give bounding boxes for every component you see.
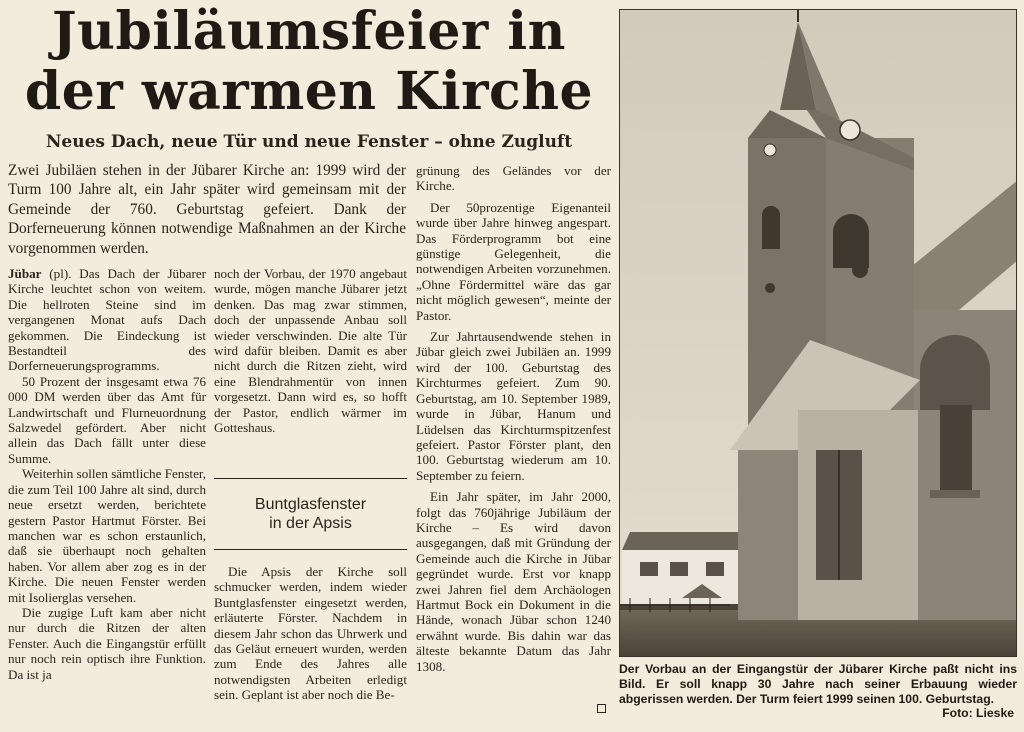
column-1-paragraph-2: 50 Prozent der insgesamt etwa 76 000 DM werden über das Amt für Landwirtschaft und Flurneuordnung Salzwedel gefördert. Aber nicht allein das Dach fällt unter diese Summe. bbox=[8, 373, 206, 466]
column-2-paragraph-1: noch der Vorbau, der 1970 angebaut wurde, mögen manche Jübarer jetzt denken. Das mag zwar stimmen, doch der unpassende Anbau soll wieder verschwinden. Die alte Tür wird dafür bleiben. Damit es aber nicht durch die Ritzen zieht, wird eine Blendrahmentür von innen vorgesetzt. Dann wird es, so hofft der Pastor, endlich wärmer im Gotteshaus. bbox=[214, 266, 407, 436]
article-column-2 bbox=[214, 266, 407, 435]
column-1-paragraph-1 bbox=[8, 266, 206, 374]
column-1-paragraph-1-text: (pl). Das Dach der Jübarer Kirche leuchtet schon von weitem. Die hellroten Steine sind im vergangenen Monat aufs Dach gekommen. Die Eindeckung ist Bestandteil des Dorferneuerungsprogramms. bbox=[8, 266, 206, 374]
article-column-2-continued bbox=[214, 564, 407, 703]
column-3-paragraph-2: Der 50prozentige Eigenanteil wurde über Jahre hinweg angespart. Das Förderprogramm bot eine günstige Gelegenheit, die notwendigen Arbeiten vorzunehmen. „Ohne Fördermittel wäre das gar nicht möglich gewesen“, meinte der Pastor. bbox=[416, 199, 611, 323]
column-1-paragraph-4: Die zugige Luft kam aber nicht nur durch die Ritzen der alten Fenster. Auch die Eingangstür erfüllt nur noch rein optisch ihre Funktion. Da ist ja bbox=[8, 604, 206, 682]
headline-line-2: der warmen Kirche bbox=[24, 61, 594, 122]
column-3-paragraph-1: grünung des Geländes vor der Kirche. bbox=[416, 163, 611, 194]
column-1-paragraph-3: Weiterhin sollen sämtliche Fenster, die zum Teil 100 Jahre alt sind, durch neue ersetzt werden, berichtete gestern Pastor Hartmut Förster. Bei manchen war es schon erstaunlich, daß sie überhaupt noch gehalten haben. Vor allem aber zog es in der Kirche. Die neuen Fenster werden mit Isolierglas versehen. bbox=[8, 466, 206, 605]
dateline: Jübar bbox=[8, 266, 42, 281]
intertitle-line-2: in der Apsis bbox=[269, 515, 352, 532]
church-photo bbox=[619, 9, 1017, 657]
photo-credit: Foto: Lieske bbox=[942, 706, 1014, 720]
intertitle bbox=[214, 478, 407, 550]
column-2-paragraph-2: Die Apsis der Kirche soll schmucker werden, indem wieder Buntglasfenster eingesetzt werden, erläuterte Förster. Nachdem in diesem Jahr schon das Uhrwerk und das Geläut erneuert wurden, werden zum Ende des Jahres alle notwendigsten Arbeiten erledigt sein. Geplant ist aber noch die Be- bbox=[214, 564, 407, 703]
article-column-3 bbox=[416, 163, 611, 674]
column-3-paragraph-4: Ein Jahr später, im Jahr 2000, folgt das 760jährige Jubiläum der Kirche – Es wird davon ausgegangen, daß mit Gründung der Gemeinde auch die Kirche in Jübar gegründet wurde. Erst vor knapp zwei Jahren fiel dem Archäologen Hartmut Bock ein Dokument in die Hände, wonach Jübar schon 1240 erwähnt wurde. Bis dahin war das älteste bekannte Datum das Jahr 1308. bbox=[416, 489, 611, 674]
subheadline: Neues Dach, neue Tür und neue Fenster – ohne Zugluft bbox=[45, 132, 573, 152]
photo-caption: Der Vorbau an der Eingangstür der Jübarer Kirche paßt nicht ins Bild. Er soll knapp 30 Jahre nach seiner Erbauung wieder abgerissen werden. Der Turm feiert 1999 seinen 100. Geburtstag. bbox=[619, 662, 1017, 706]
article-column-1 bbox=[8, 266, 206, 682]
intertitle-line-1: Buntglasfenster bbox=[254, 496, 367, 513]
headline bbox=[6, 2, 612, 122]
church-illustration bbox=[620, 10, 1017, 657]
lead-paragraph: Zwei Jubiläen stehen in der Jübarer Kirche an: 1999 wird der Turm 100 Jahre alt, ein Jahr später wird gemeinsam mit der Gemeinde der 760. Geburtstag gefeiert. Dank der Dorferneuerung können notwendige Maßnahmen an der Kirche vorgenommen werden. bbox=[8, 162, 406, 257]
column-3-paragraph-3: Zur Jahrtausendwende stehen in Jübar gleich zwei Jubiläen an. 1999 wird der 100. Geburtstag des Kirchturmes gefeiert. Zum 90. Geburtstag, am 10. September 1989, wurde in Jübar, Hanum und Lüdelsen das Kirchturmspitzenfest gefeiert. Pastor Förster plant, den 100. Geburtstag wiederum am 10. September zu feiern. bbox=[416, 329, 611, 483]
headline-line-1: Jubiläumsfeier in bbox=[52, 1, 566, 62]
